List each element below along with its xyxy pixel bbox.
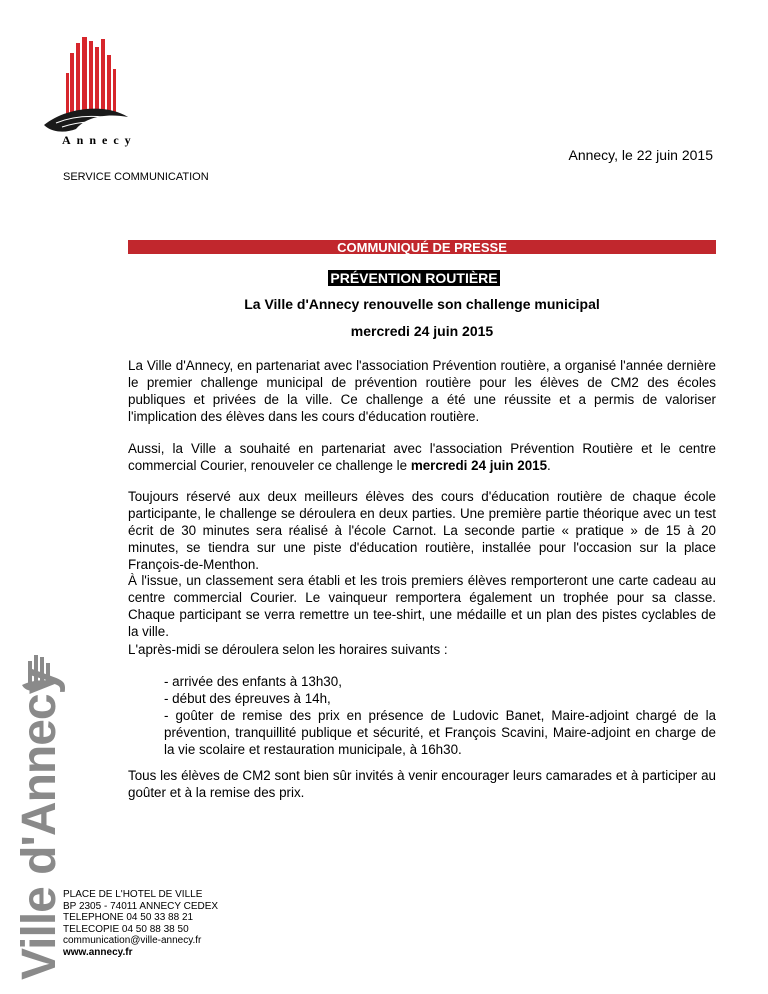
paragraph-renewal-end: . <box>547 458 551 473</box>
topic-heading <box>0 270 768 288</box>
schedule-item: - goûter de remise des prix en présence de Ludovic Banet, Maire-adjoint chargé de la prévention, tranquillité publique et sécurité, et François Scavini, Maire-adjoint en charge de la vie scolaire et restauration municipale, à 16h30. <box>164 708 716 757</box>
paragraph-schedule-intro: L'après-midi se déroulera selon les horaires suivants : <box>128 642 448 657</box>
date-line: Annecy, le 22 juin 2015 <box>568 147 713 163</box>
paragraph-renewal-date: mercredi 24 juin 2015 <box>410 458 548 473</box>
footer-phone: TELEPHONE 04 50 33 88 21 <box>63 912 194 923</box>
footer-address-line: PLACE DE L'HOTEL DE VILLE <box>63 889 203 900</box>
footer-address-line: BP 2305 - 74011 ANNECY CEDEX <box>63 900 219 912</box>
side-title-ville-annecy: Ville d'Annecy <box>13 668 66 980</box>
paragraph-renewal-text: Aussi, la Ville a souhaité en partenariat avec l'association Prévention Routière et le centre commercial Courier, renouveler ce challenge le <box>128 441 716 473</box>
press-release-banner: COMMUNIQUÉ DE PRESSE <box>128 240 716 254</box>
paragraph-intro: La Ville d'Annecy, en partenariat avec l'association Prévention routière, a organisé l'année dernière le premier challenge municipal de prévention routière pour les élèves de CM2 des écoles publiques et privées de la ville. Ce challenge a été une réussite et a permis de valoriser l'implication des élèves dans les cours d'éducation routière. <box>128 358 716 424</box>
footer-contact <box>63 889 218 958</box>
footer-fax: TELECOPIE 04 50 88 38 50 <box>63 923 189 935</box>
event-date-heading: mercredi 24 juin 2015 <box>350 323 494 339</box>
schedule-list <box>164 673 716 758</box>
footer-email[interactable]: communication@ville-annecy.fr <box>63 935 202 946</box>
paragraph-prizes: À l'issue, un classement sera établi et les trois premiers élèves remporteront une carte cadeau au centre commercial Courier. Le vainqueur remportera également un trophée pour sa classe. Chaque participant se verra remettre un tee-shirt, une médaille et un plan des pistes cyclables de la ville. <box>128 573 716 639</box>
topic-label: PRÉVENTION ROUTIÈRE <box>330 270 498 286</box>
headline: La Ville d'Annecy renouvelle son challenge municipal <box>244 296 600 312</box>
paragraph-format: Toujours réservé aux deux meilleurs élèves des cours d'éducation routière de chaque école participante, le challenge se déroulera en deux parties. Une première partie théorique avec un test écrit de 30 minutes sera réalisé à l'école Carnot. La seconde partie « pratique » de 15 à 20 minutes, se tiendra sur une piste d'éducation routière, installée pour l'occasion sur la place François-de-Menthon. <box>128 489 716 572</box>
logo-wordmark: Annecy <box>62 133 137 147</box>
service-name: SERVICE COMMUNICATION <box>63 171 209 183</box>
schedule-item: - arrivée des enfants à 13h30, <box>164 674 342 689</box>
paragraph-renewal <box>128 440 716 474</box>
footer-website[interactable]: www.annecy.fr <box>63 946 133 958</box>
paragraph-invitation: Tous les élèves de CM2 sont bien sûr invités à venir encourager leurs camarades et à participer au goûter et à la remise des prix. <box>128 768 716 800</box>
schedule-item: - début des épreuves à 14h, <box>164 691 331 706</box>
